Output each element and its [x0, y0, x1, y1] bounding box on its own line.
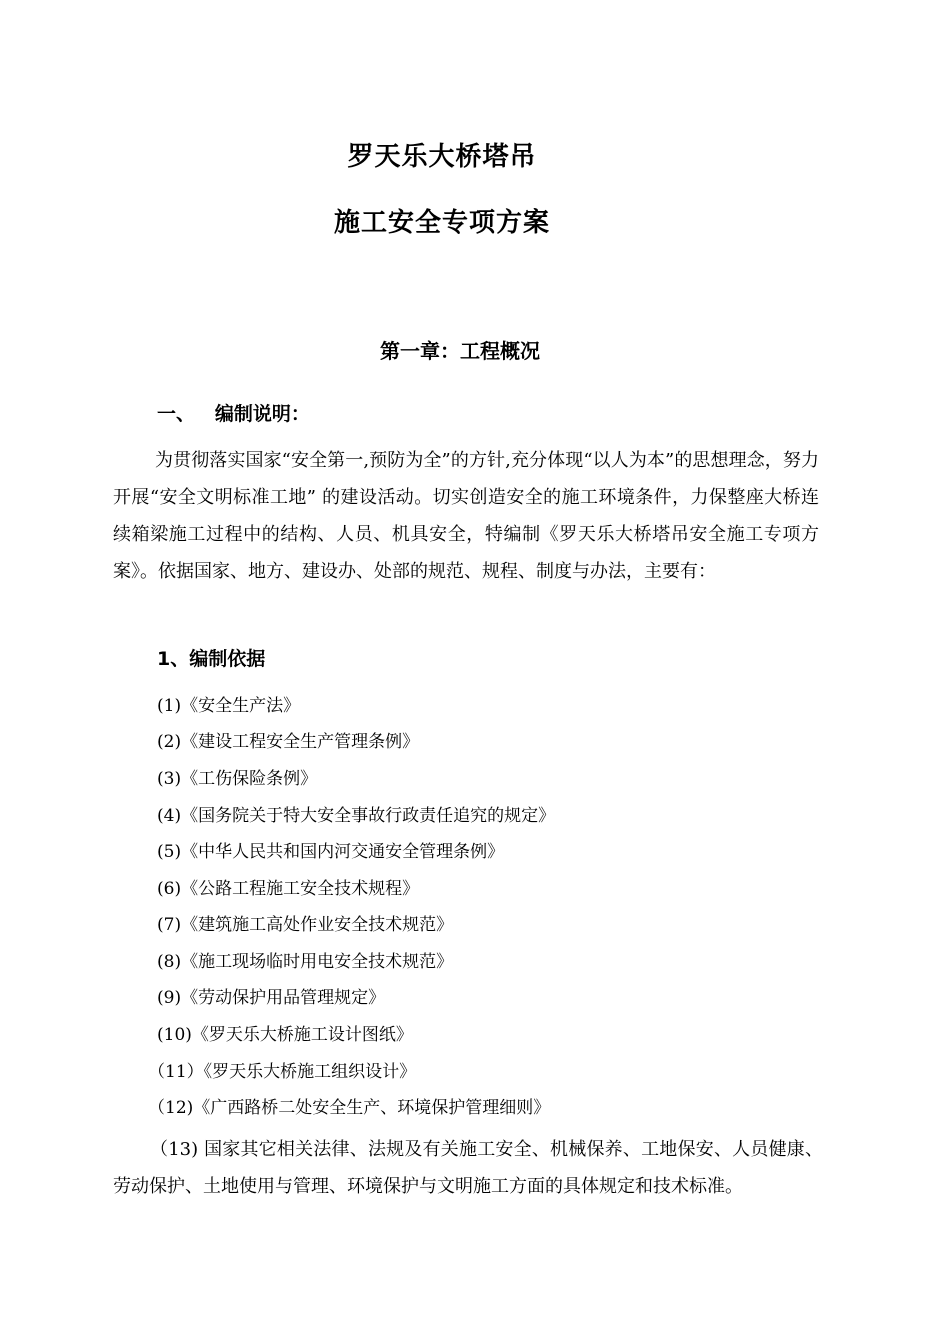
- reference-item: (6)《公路工程施工安全技术规程》: [157, 879, 420, 899]
- reference-item: (1)《安全生产法》: [157, 696, 301, 716]
- chapter-heading: 第一章：工程概况: [380, 339, 540, 363]
- reference-item: (5)《中华人民共和国内河交通安全管理条例》: [157, 842, 505, 862]
- document-title-line1: 罗天乐大桥塔吊: [347, 142, 537, 172]
- reference-item: (7)《建筑施工高处作业安全技术规范》: [157, 915, 454, 935]
- reference-item: (3)《工伤保险条例》: [157, 769, 318, 789]
- reference-item: (2)《建设工程安全生产管理条例》: [157, 732, 420, 752]
- reference-item: (8)《施工现场临时用电安全技术规范》: [157, 952, 454, 972]
- reference-item: (10)《罗天乐大桥施工设计图纸》: [157, 1025, 413, 1045]
- reference-item: （11）《罗天乐大桥施工组织设计》: [148, 1062, 417, 1082]
- document-title-line2: 施工安全专项方案: [333, 208, 550, 238]
- intro-paragraph: 为贯彻落实国家“安全第一,预防为全”的方针,充分体现“以人为本”的思想理念，努力开展“安全文明标准工地” 的建设活动。切实创造安全的施工环境条件，力保整座大桥连续箱梁施工过程中的结构、人员、机具安全，特编制《罗天乐大桥塔吊安全施工专项方案》。依据国家、地方、建设办、处部的规范、规程、制度与办法，主要有：: [113, 450, 819, 582]
- section-heading: 一、 编制说明：: [157, 403, 310, 425]
- reference-item-last: （13) 国家其它相关法律、法规及有关施工安全、机械保养、工地保安、人员健康、劳动保护、土地使用与管理、环境保护与文明施工方面的具体规定和技术标准。: [113, 1139, 823, 1197]
- reference-item: (9)《劳动保护用品管理规定》: [157, 988, 386, 1008]
- reference-item: (4)《国务院关于特大安全事故行政责任追究的规定》: [157, 806, 556, 826]
- subsection-heading: 1、编制依据: [157, 648, 266, 670]
- reference-item: （12)《广西路桥二处安全生产、环境保护管理细则》: [148, 1098, 551, 1118]
